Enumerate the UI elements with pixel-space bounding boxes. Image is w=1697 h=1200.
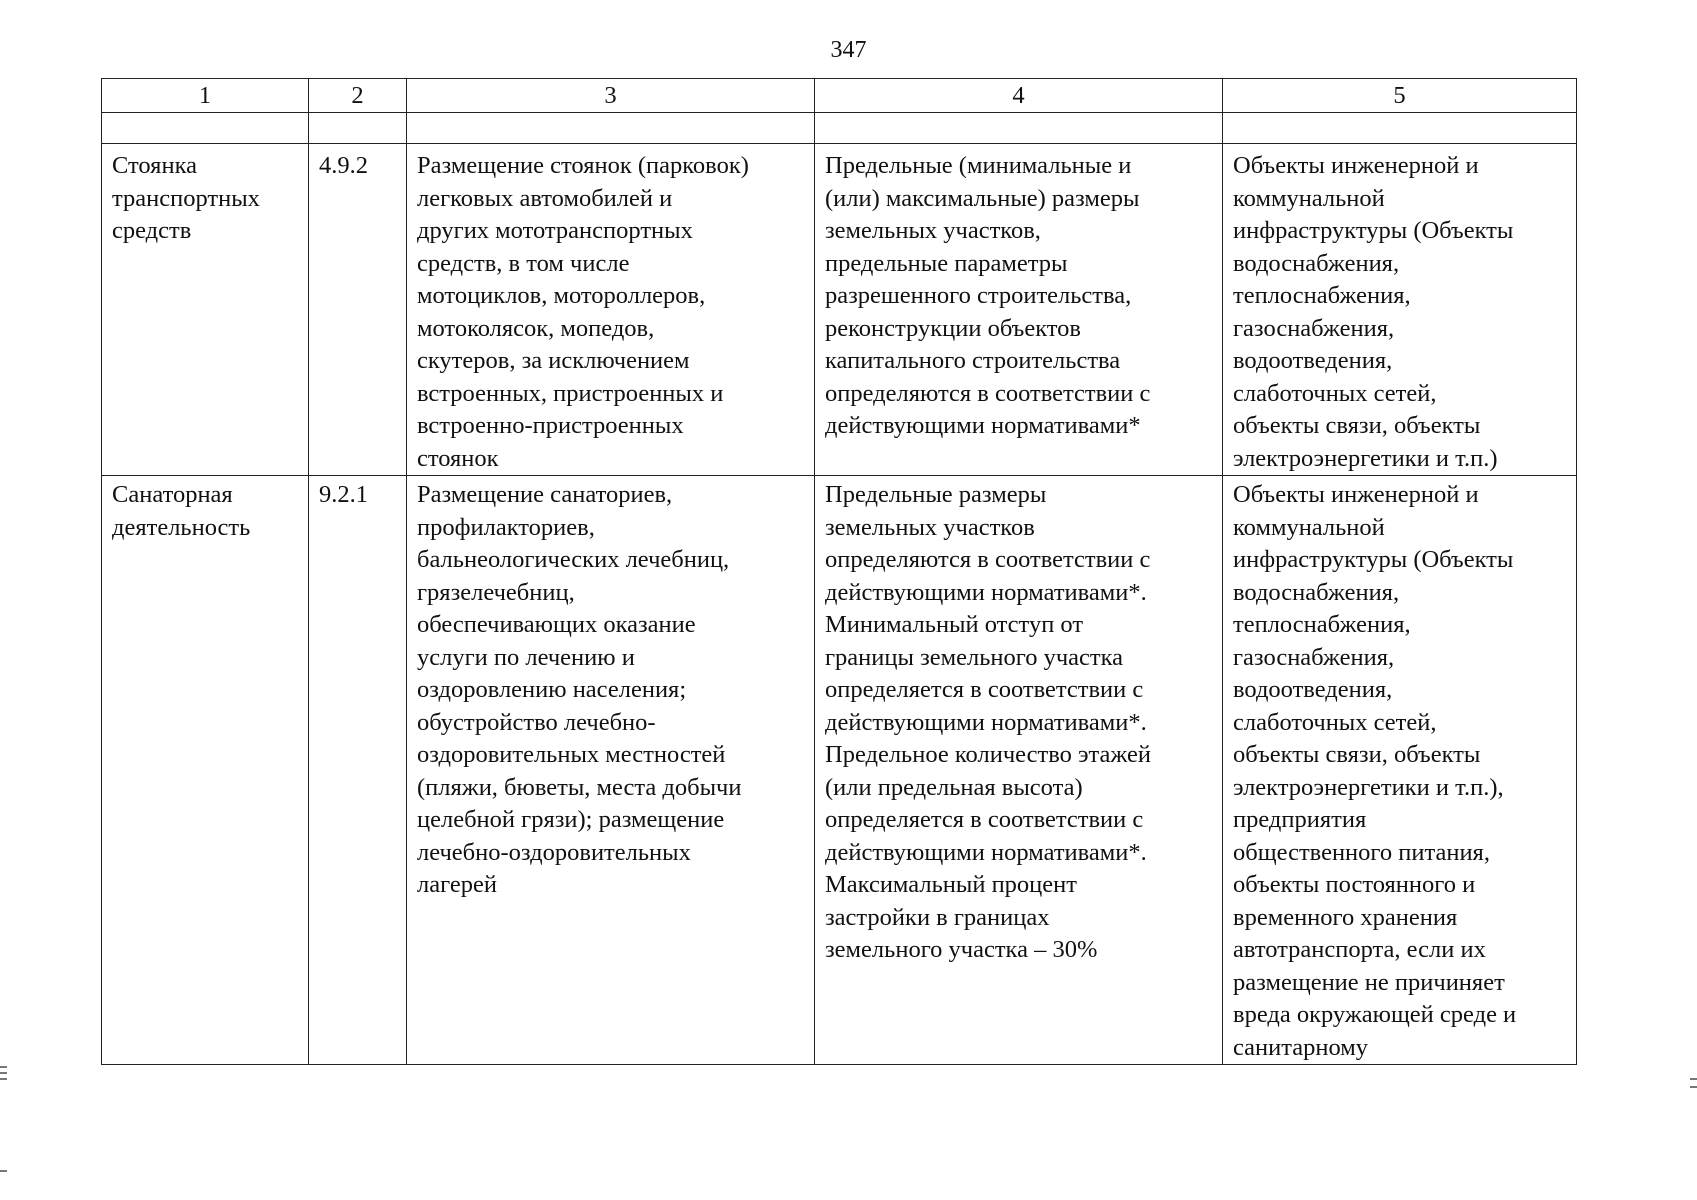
text-line: деятельность — [112, 513, 251, 541]
text-line: (пляжи, бюветы, места добычи — [417, 773, 742, 801]
building-parameters-cell — [815, 476, 1223, 1065]
text-line: действующими нормативами*. — [825, 578, 1147, 606]
text-line: вреда окружающей среде и — [1233, 1001, 1517, 1028]
text-line: средств, в том числе — [417, 249, 630, 277]
use-code-cell: 4.9.2 — [309, 144, 407, 476]
use-description-cell — [407, 144, 815, 476]
text-line: общественного питания, — [1233, 838, 1490, 866]
text-line: (или предельная высота) — [825, 773, 1083, 801]
text-line: санитарному — [1233, 1033, 1369, 1061]
column-number-3: 3 — [407, 79, 815, 113]
text-line: Размещение стоянок (парковок) — [417, 152, 749, 179]
text-line: скутеров, за исключением — [417, 347, 690, 374]
text-line: водоотведения, — [1233, 676, 1393, 703]
text-line: услуги по лечению и — [417, 643, 635, 671]
use-name-cell — [102, 476, 309, 1065]
building-parameters-cell — [815, 144, 1223, 476]
scan-margin-mark — [0, 1066, 7, 1068]
text-line: инфраструктуры (Объекты — [1233, 546, 1514, 573]
text-line: земельного участка – 30% — [825, 936, 1098, 963]
text-line: водоснабжения, — [1233, 578, 1400, 606]
column-number-2: 2 — [309, 79, 407, 113]
scan-margin-mark — [0, 1078, 7, 1080]
text-line: лечебно-оздоровительных — [417, 838, 691, 866]
scan-margin-mark — [0, 1170, 7, 1172]
text-line: предприятия — [1233, 806, 1367, 833]
text-line: слаботочных сетей, — [1233, 379, 1437, 407]
text-line: границы земельного участка — [825, 643, 1124, 671]
use-description-cell — [407, 476, 815, 1065]
text-line: оздоровительных местностей — [417, 741, 726, 768]
text-line: Предельные размеры — [825, 481, 1047, 508]
text-line: Объекты инженерной и — [1233, 152, 1479, 179]
blank-row — [102, 113, 1577, 144]
text-line: стоянок — [417, 444, 499, 472]
table-row — [102, 476, 1577, 1065]
scan-margin-mark — [0, 1072, 7, 1074]
scan-margin-mark — [1690, 1086, 1697, 1088]
text-line: застройки в границах — [825, 903, 1050, 931]
text-line: действующими нормативами*. — [825, 708, 1147, 736]
blank-cell — [102, 113, 309, 144]
text-line: определяются в соответствии с — [825, 546, 1151, 573]
text-line: встроенных, пристроенных и — [417, 379, 724, 407]
text-line: Предельные (минимальные и — [825, 152, 1132, 179]
text-line: объекты постоянного и — [1233, 871, 1476, 898]
text-line: Размещение санаториев, — [417, 481, 673, 508]
text-line: легковых автомобилей и — [417, 184, 673, 212]
text-line: обустройство лечебно- — [417, 708, 656, 736]
text-line: Объекты инженерной и — [1233, 481, 1479, 508]
text-line: действующими нормативами*. — [825, 838, 1147, 866]
text-line: предельные параметры — [825, 249, 1068, 277]
column-number-5: 5 — [1223, 79, 1577, 113]
text-line: мотоциклов, мотороллеров, — [417, 282, 706, 309]
text-line: газоснабжения, — [1233, 314, 1395, 342]
text-line: Максимальный процент — [825, 871, 1077, 898]
text-line: размещение не причиняет — [1233, 968, 1505, 996]
text-line: определяются в соответствии с — [825, 379, 1151, 407]
text-line: Минимальный отступ от — [825, 611, 1084, 638]
text-line: определяется в соответствии с — [825, 806, 1144, 833]
text-line: других мототранспортных — [417, 217, 693, 244]
text-line: автотранспорта, если их — [1233, 936, 1486, 963]
text-line: теплоснабжения, — [1233, 611, 1411, 638]
text-line: действующими нормативами* — [825, 412, 1141, 439]
related-objects-cell — [1223, 476, 1577, 1065]
text-line: целебной грязи); размещение — [417, 806, 725, 833]
text-line: грязелечебниц, — [417, 578, 575, 606]
text-line: временного хранения — [1233, 903, 1458, 931]
scan-margin-mark — [1690, 1078, 1697, 1080]
blank-cell — [815, 113, 1223, 144]
text-line: коммунальной — [1233, 513, 1385, 541]
blank-cell — [309, 113, 407, 144]
table-row — [102, 144, 1577, 476]
text-line: Предельное количество этажей — [825, 741, 1151, 768]
text-line: теплоснабжения, — [1233, 282, 1411, 309]
text-line: профилакториев, — [417, 513, 595, 541]
column-number-1: 1 — [102, 79, 309, 113]
text-line: водоснабжения, — [1233, 249, 1400, 277]
column-number-row — [102, 79, 1577, 113]
text-line: водоотведения, — [1233, 347, 1393, 374]
text-line: слаботочных сетей, — [1233, 708, 1437, 736]
use-code-cell: 9.2.1 — [309, 476, 407, 1065]
text-line: электроэнергетики и т.п.), — [1233, 773, 1504, 801]
text-line: газоснабжения, — [1233, 643, 1395, 671]
text-line: реконструкции объектов — [825, 314, 1081, 342]
text-line: мотоколясок, мопедов, — [417, 314, 655, 342]
text-line: бальнеологических лечебниц, — [417, 546, 730, 573]
text-line: земельных участков, — [825, 217, 1041, 244]
use-name-cell — [102, 144, 309, 476]
blank-cell — [1223, 113, 1577, 144]
text-line: инфраструктуры (Объекты — [1233, 217, 1514, 244]
text-line: электроэнергетики и т.п.) — [1233, 444, 1498, 472]
text-line: средств — [112, 217, 192, 244]
text-line: транспортных — [112, 184, 260, 212]
text-line: оздоровлению населения; — [417, 676, 687, 703]
text-line: капитального строительства — [825, 347, 1121, 374]
text-line: объекты связи, объекты — [1233, 412, 1481, 439]
text-line: лагерей — [417, 871, 497, 898]
blank-cell — [407, 113, 815, 144]
text-line: обеспечивающих оказание — [417, 611, 696, 638]
zoning-table — [101, 78, 1577, 1065]
text-line: земельных участков — [825, 513, 1035, 541]
text-line: (или) максимальные) размеры — [825, 184, 1140, 212]
text-line: определяется в соответствии с — [825, 676, 1144, 703]
text-line: коммунальной — [1233, 184, 1385, 212]
text-line: Санаторная — [112, 481, 233, 508]
column-number-4: 4 — [815, 79, 1223, 113]
related-objects-cell — [1223, 144, 1577, 476]
text-line: разрешенного строительства, — [825, 282, 1132, 309]
text-line: встроенно-пристроенных — [417, 412, 684, 439]
text-line: объекты связи, объекты — [1233, 741, 1481, 768]
page-number: 347 — [830, 37, 867, 63]
text-line: Стоянка — [112, 152, 197, 179]
